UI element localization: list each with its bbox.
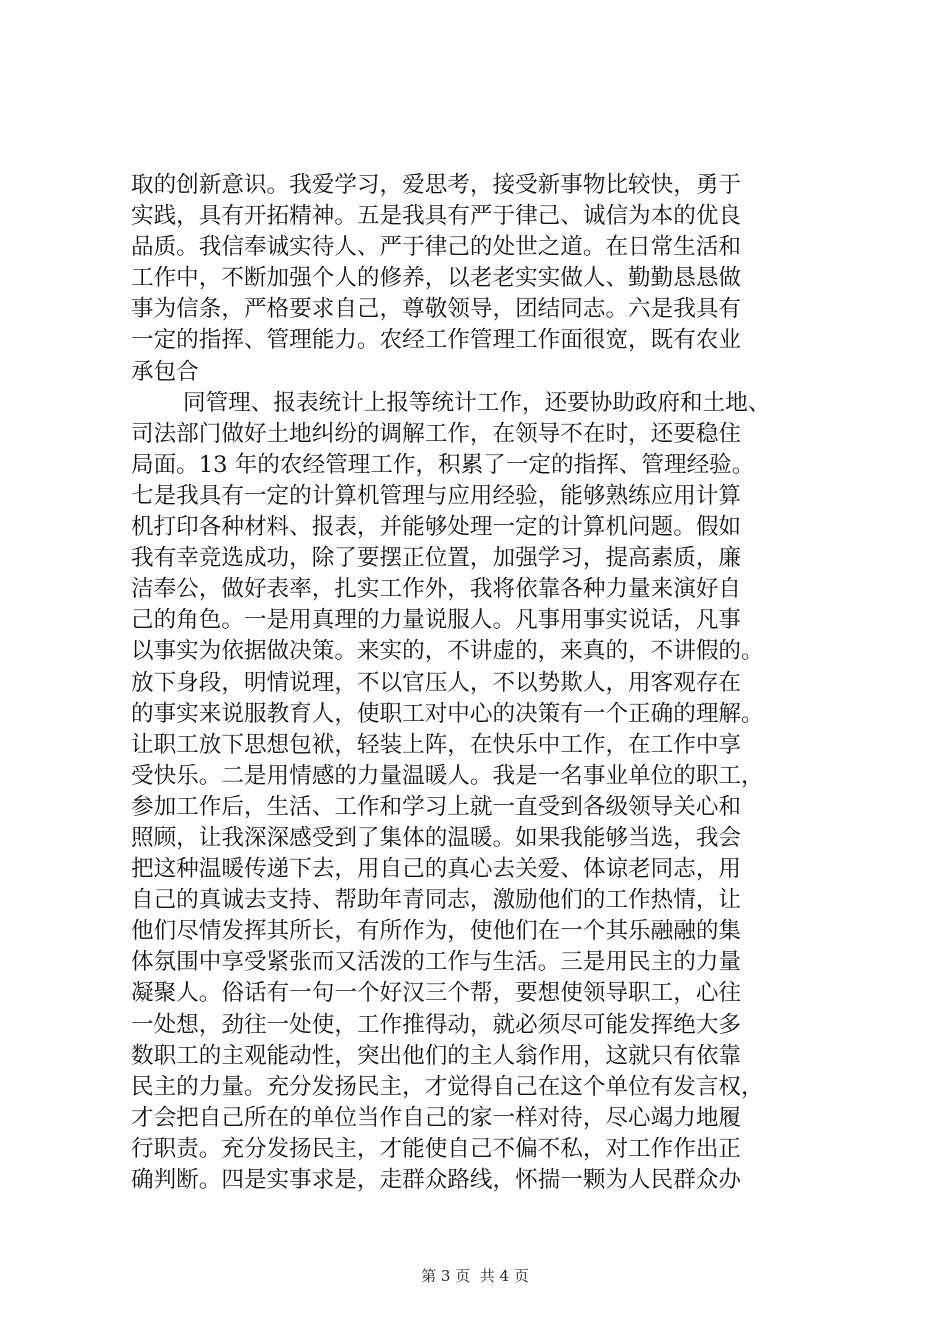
text-line: 七是我具有一定的计算机管理与应用经验，能够熟练应用计算	[131, 482, 742, 509]
paragraph-2	[131, 388, 831, 1196]
text-line: 我有幸竞选成功，除了要摆正位置，加强学习，提高素质，廉	[131, 545, 742, 572]
text-line: 的事实来说服教育人，使职工对中心的决策有一个正确的理解。	[131, 700, 764, 727]
text-line-indented: 同管理、报表统计上报等统计工作，还要协助政府和土地、	[183, 389, 771, 416]
text-line: 照顾，让我深深感受到了集体的温暖。如果我能够当选，我会	[131, 824, 742, 851]
text-line: 实践，具有开拓精神。五是我具有严于律己、诚信为本的优良	[131, 203, 742, 230]
text-line: 己的角色。一是用真理的力量说服人。凡事用事实说话，凡事	[131, 607, 742, 634]
text-line: 参加工作后，生活、工作和学习上就一直受到各级领导关心和	[131, 793, 742, 820]
text-line: 行职责。充分发扬民主，才能使自己不偏不私，对工作作出正	[131, 1135, 742, 1162]
text-line: 司法部门做好土地纠纷的调解工作，在领导不在时，还要稳住	[131, 420, 742, 447]
text-line: 体氛围中享受紧张而又活泼的工作与生活。三是用民主的力量	[131, 949, 742, 976]
page-footer	[0, 1267, 950, 1285]
text-line: 机打印各种材料、报表，并能够处理一定的计算机问题。假如	[131, 514, 742, 541]
text-line: 品质。我信奉诚实待人、严于律己的处世之道。在日常生活和	[131, 234, 742, 261]
text-line: 让职工放下思想包袱，轻装上阵，在快乐中工作，在工作中享	[131, 731, 742, 758]
text-line: 取的创新意识。我爱学习，爱思考，接受新事物比较快，勇于	[131, 172, 742, 198]
text-line: 才会把自己所在的单位当作自己的家一样对待，尽心竭力地履	[131, 1104, 742, 1131]
text-line: 一处想，劲往一处使，工作推得动，就必须尽可能发挥绝大多	[131, 1011, 742, 1038]
text-line: 数职工的主观能动性，突出他们的主人翁作用，这就只有依靠	[131, 1042, 742, 1069]
text-line: 承包合	[131, 358, 199, 385]
body-text	[131, 170, 831, 1196]
text-line: 受快乐。二是用情感的力量温暖人。我是一名事业单位的职工，	[131, 762, 764, 789]
text-line: 确判断。四是实事求是，走群众路线，怀揣一颗为人民群众办	[131, 1167, 742, 1193]
page-number-label: 第 3 页 共 4 页	[421, 1267, 529, 1285]
text-line: 民主的力量。充分发扬民主，才觉得自己在这个单位有发言权，	[131, 1073, 764, 1100]
text-line: 工作中，不断加强个人的修养，以老老实实做人、勤勤恳恳做	[131, 265, 742, 292]
text-line: 事为信条，严格要求自己，尊敬领导，团结同志。六是我具有	[131, 296, 742, 323]
text-line: 凝聚人。俗话有一句一个好汉三个帮，要想使领导职工，心往	[131, 980, 742, 1007]
text-line: 局面。13 年的农经管理工作，积累了一定的指挥、管理经验。	[131, 451, 755, 478]
paragraph-1	[131, 170, 831, 388]
text-line: 自己的真诚去支持、帮助年青同志，激励他们的工作热情，让	[131, 887, 742, 914]
text-line: 把这种温暖传递下去，用自己的真心去关爱、体谅老同志，用	[131, 856, 742, 883]
text-line: 洁奉公，做好表率，扎实工作外，我将依靠各种力量来演好自	[131, 576, 742, 603]
text-line: 放下身段，明情说理，不以官压人，不以势欺人，用客观存在	[131, 669, 742, 696]
text-line: 他们尽情发挥其所长，有所作为，使他们在一个其乐融融的集	[131, 918, 742, 945]
text-line: 一定的指挥、管理能力。农经工作管理工作面很宽，既有农业	[131, 327, 742, 354]
text-line: 以事实为依据做决策。来实的，不讲虚的，来真的，不讲假的。	[131, 638, 764, 665]
